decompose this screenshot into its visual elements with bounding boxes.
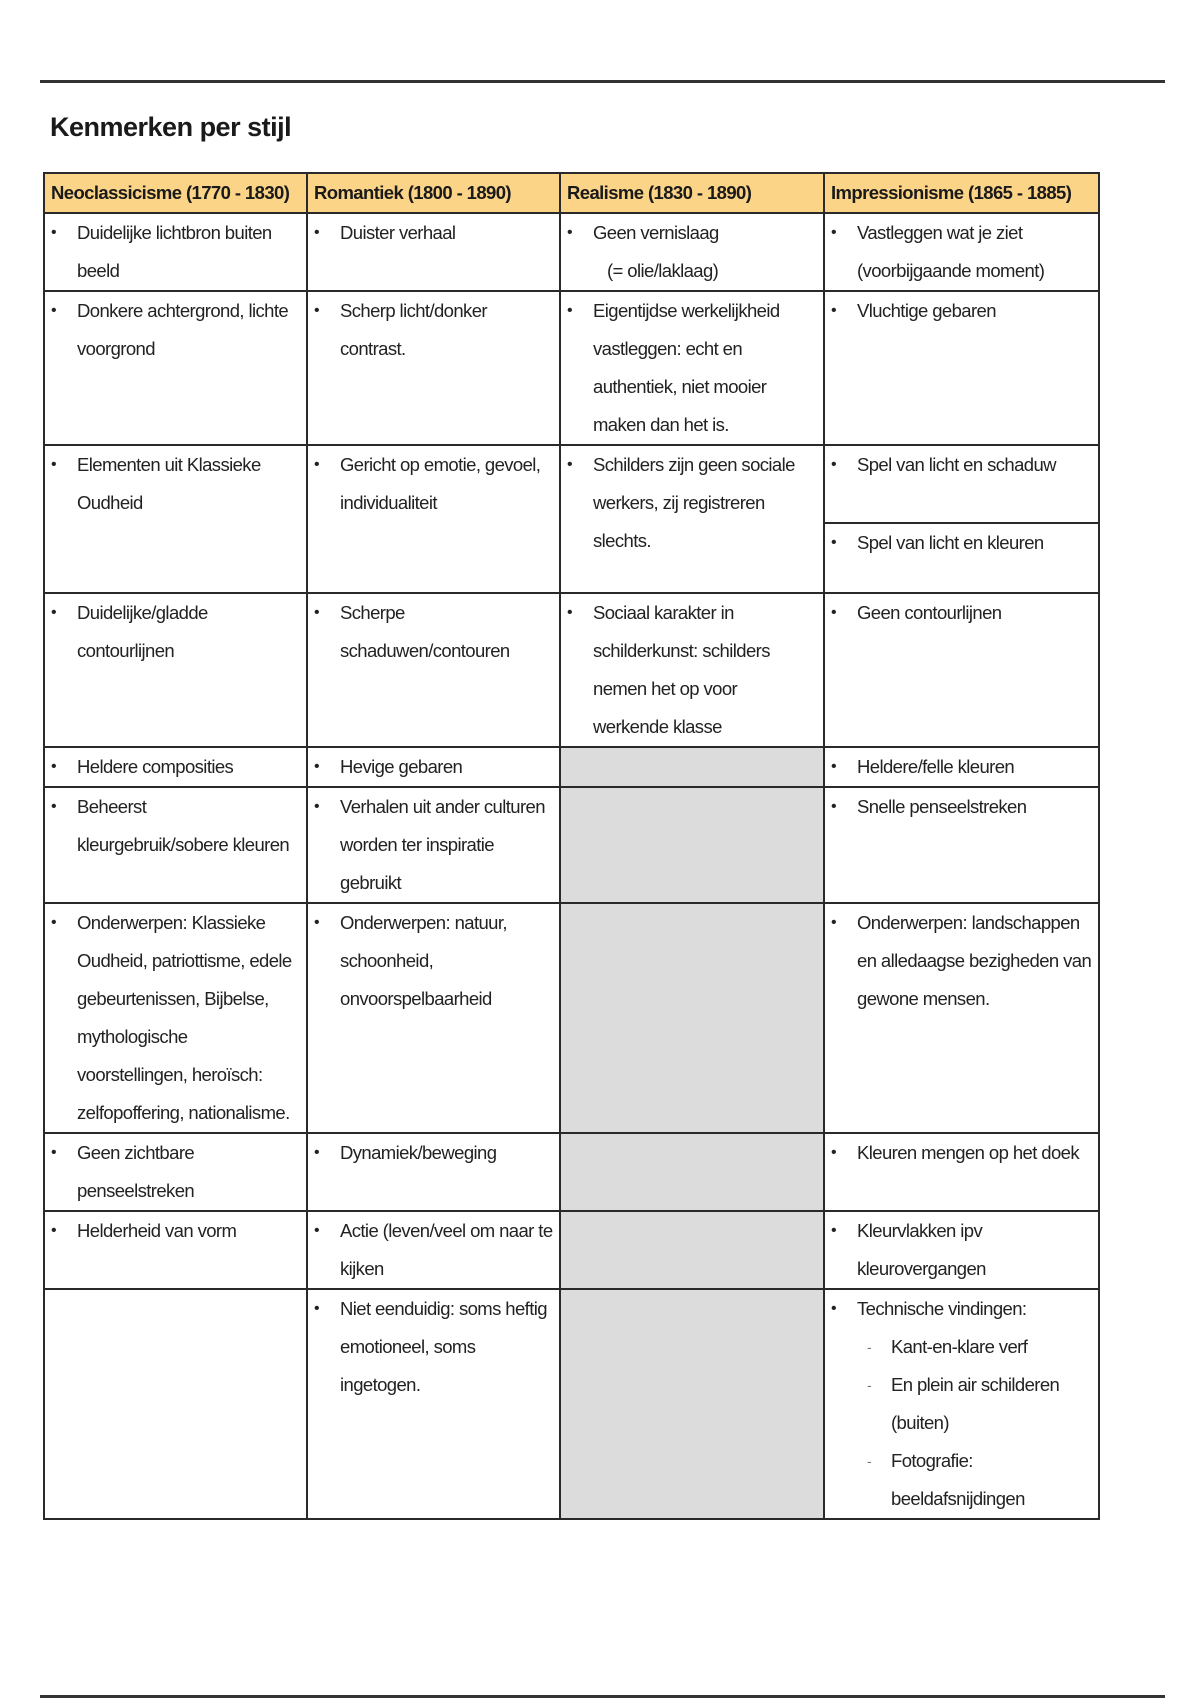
bullet-icon: •	[51, 1144, 57, 1161]
table-row	[44, 593, 1099, 747]
cell-neo-blank	[44, 1289, 307, 1519]
cell-text: Actie (leven/veel om naar te kijken	[340, 1220, 553, 1279]
cell-text: Spel van licht en kleuren	[857, 532, 1044, 553]
cell-imp	[824, 903, 1099, 1133]
cell-neo	[44, 445, 307, 593]
cell-text: Snelle penseelstreken	[857, 796, 1027, 817]
cell-text: Heldere/felle kleuren	[857, 756, 1015, 777]
table-row	[44, 213, 1099, 291]
cell-text: Vluchtige gebaren	[857, 300, 996, 321]
cell-real-empty	[560, 787, 824, 903]
table-row	[44, 445, 1099, 593]
bullet-icon: •	[314, 302, 320, 319]
cell-imp	[824, 1211, 1099, 1289]
bullet-icon: •	[51, 302, 57, 319]
cell-real	[560, 291, 824, 445]
cell-rom	[307, 445, 560, 593]
cell-text: Geen contourlijnen	[857, 602, 1002, 623]
styles-table	[43, 172, 1100, 1520]
cell-text: Niet eenduidig: soms heftig emotioneel, soms ingetogen.	[340, 1298, 547, 1395]
cell-rom	[307, 1211, 560, 1289]
cell-text: Heldere composities	[77, 756, 234, 777]
cell-text: Geen vernislaag	[593, 222, 719, 243]
cell-text: Duister verhaal	[340, 222, 456, 243]
bullet-icon: •	[831, 914, 837, 931]
cell-real-empty	[560, 903, 824, 1133]
bullet-icon: •	[831, 1222, 837, 1239]
cell-imp	[824, 593, 1099, 747]
cell-rom	[307, 903, 560, 1133]
cell-rom	[307, 593, 560, 747]
cell-text: Scherp licht/donker contrast.	[340, 300, 487, 359]
cell-text: Kleuren mengen op het doek	[857, 1142, 1079, 1163]
cell-neo	[44, 593, 307, 747]
bullet-icon: •	[314, 1144, 320, 1161]
cell-rom	[307, 213, 560, 291]
cell-real-empty	[560, 1211, 824, 1289]
table-row	[44, 291, 1099, 445]
cell-real	[560, 445, 824, 593]
bullet-icon: •	[314, 914, 320, 931]
bullet-icon: •	[831, 534, 837, 551]
cell-text: Vastleggen wat je ziet (voorbijgaande moment)	[857, 222, 1045, 281]
cell-text: Gericht op emotie, gevoel, individualiteit	[340, 454, 541, 513]
table-row	[44, 1211, 1099, 1289]
table-row	[44, 787, 1099, 903]
sub-item	[825, 1366, 1098, 1442]
table-row	[44, 1133, 1099, 1211]
header-realisme: Realisme (1830 - 1890)	[560, 173, 824, 213]
cell-text: Geen zichtbare penseelstreken	[77, 1142, 195, 1201]
bullet-icon: •	[314, 604, 320, 621]
cell-text: Elementen uit Klassieke Oudheid	[77, 454, 261, 513]
cell-text: Helderheid van vorm	[77, 1220, 237, 1241]
cell-rom	[307, 291, 560, 445]
table-row	[44, 1289, 1099, 1519]
cell-imp	[824, 1289, 1099, 1519]
bullet-icon: •	[567, 302, 573, 319]
cell-real-empty	[560, 1133, 824, 1211]
cell-text: Schilders zijn geen sociale werkers, zij registreren slechts.	[593, 454, 795, 551]
cell-text: Beheerst kleurgebruik/sobere kleuren	[77, 796, 290, 855]
cell-rom	[307, 1133, 560, 1211]
header-neoclassicisme: Neoclassicisme (1770 - 1830)	[44, 173, 307, 213]
table-row	[44, 903, 1099, 1133]
cell-imp	[824, 747, 1099, 787]
cell-neo	[44, 291, 307, 445]
bullet-icon: •	[567, 604, 573, 621]
bullet-icon: •	[831, 1300, 837, 1317]
bullet-icon: •	[831, 1144, 837, 1161]
bullet-icon: •	[314, 224, 320, 241]
header-impressionisme: Impressionisme (1865 - 1885)	[824, 173, 1099, 213]
cell-text: Duidelijke lichtbron buiten beeld	[77, 222, 272, 281]
cell-real-empty	[560, 1289, 824, 1519]
cell-text: Dynamiek/beweging	[340, 1142, 497, 1163]
bullet-icon: •	[314, 1222, 320, 1239]
cell-neo	[44, 787, 307, 903]
dash-icon: -	[867, 1377, 872, 1393]
bullet-icon: •	[51, 1222, 57, 1239]
sub-item	[825, 1328, 1098, 1366]
bullet-icon: •	[314, 456, 320, 473]
cell-note: (= olie/laklaag)	[607, 260, 719, 281]
cell-text: Duidelijke/gladde contourlijnen	[77, 602, 208, 661]
bullet-icon: •	[831, 456, 837, 473]
cell-neo	[44, 903, 307, 1133]
bullet-icon: •	[51, 604, 57, 621]
cell-imp	[824, 445, 1099, 593]
cell-neo	[44, 1211, 307, 1289]
cell-real	[560, 593, 824, 747]
cell-neo	[44, 747, 307, 787]
sub-item-text: En plein air schilderen (buiten)	[891, 1374, 1060, 1433]
bullet-icon: •	[314, 798, 320, 815]
cell-text: Sociaal karakter in schilderkunst: schilders nemen het op voor werkende klasse	[593, 602, 770, 737]
cell-text: Kleurvlakken ipv kleurovergangen	[857, 1220, 986, 1279]
bullet-icon: •	[51, 758, 57, 775]
cell-rom	[307, 1289, 560, 1519]
cell-text: Hevige gebaren	[340, 756, 463, 777]
bullet-icon: •	[314, 1300, 320, 1317]
sub-item-text: Fotografie: beeldafsnijdingen	[891, 1450, 1025, 1509]
bullet-icon: •	[51, 798, 57, 815]
cell-real	[560, 213, 824, 291]
cell-neo	[44, 1133, 307, 1211]
table-row	[44, 747, 1099, 787]
cell-imp	[824, 787, 1099, 903]
dash-icon: -	[867, 1339, 872, 1355]
bullet-icon: •	[831, 758, 837, 775]
bullet-icon: •	[567, 224, 573, 241]
sub-item	[825, 1442, 1098, 1518]
bottom-rule	[40, 1695, 1165, 1698]
bullet-icon: •	[51, 456, 57, 473]
dash-icon: -	[867, 1453, 872, 1469]
bullet-icon: •	[314, 758, 320, 775]
bullet-icon: •	[567, 456, 573, 473]
cell-text: Verhalen uit ander culturen worden ter inspiratie gebruikt	[340, 796, 545, 893]
bullet-icon: •	[831, 604, 837, 621]
bullet-icon: •	[831, 224, 837, 241]
cell-imp	[824, 213, 1099, 291]
bullet-icon: •	[831, 798, 837, 815]
table-header-row	[44, 173, 1099, 213]
bullet-icon: •	[831, 302, 837, 319]
bullet-icon: •	[51, 224, 57, 241]
header-romantiek: Romantiek (1800 - 1890)	[307, 173, 560, 213]
cell-text: Onderwerpen: natuur, schoonheid, onvoorspelbaarheid	[340, 912, 507, 1009]
cell-imp	[824, 291, 1099, 445]
bullet-icon: •	[51, 914, 57, 931]
cell-neo	[44, 213, 307, 291]
cell-text: Scherpe schaduwen/contouren	[340, 602, 510, 661]
cell-text: Technische vindingen:	[857, 1298, 1027, 1319]
cell-rom	[307, 747, 560, 787]
top-rule	[40, 80, 1165, 83]
cell-imp	[824, 1133, 1099, 1211]
page-title: Kenmerken per stijl	[50, 112, 292, 142]
cell-rom	[307, 787, 560, 903]
cell-text: Donkere achtergrond, lichte voorgrond	[77, 300, 289, 359]
sub-item-text: Kant-en-klare verf	[891, 1336, 1028, 1357]
cell-text: Onderwerpen: landschappen en alledaagse bezigheden van gewone mensen.	[857, 912, 1092, 1009]
cell-text: Onderwerpen: Klassieke Oudheid, patriottisme, edele gebeurtenissen, Bijbelse, mythologische voorstellingen, heroïsch: zelfopoffering, nationalisme.	[77, 912, 292, 1123]
cell-text: Eigentijdse werkelijkheid vastleggen: echt en authentiek, niet mooier maken dan het is.	[593, 300, 780, 435]
cell-real-empty	[560, 747, 824, 787]
cell-text: Spel van licht en schaduw	[857, 454, 1056, 475]
